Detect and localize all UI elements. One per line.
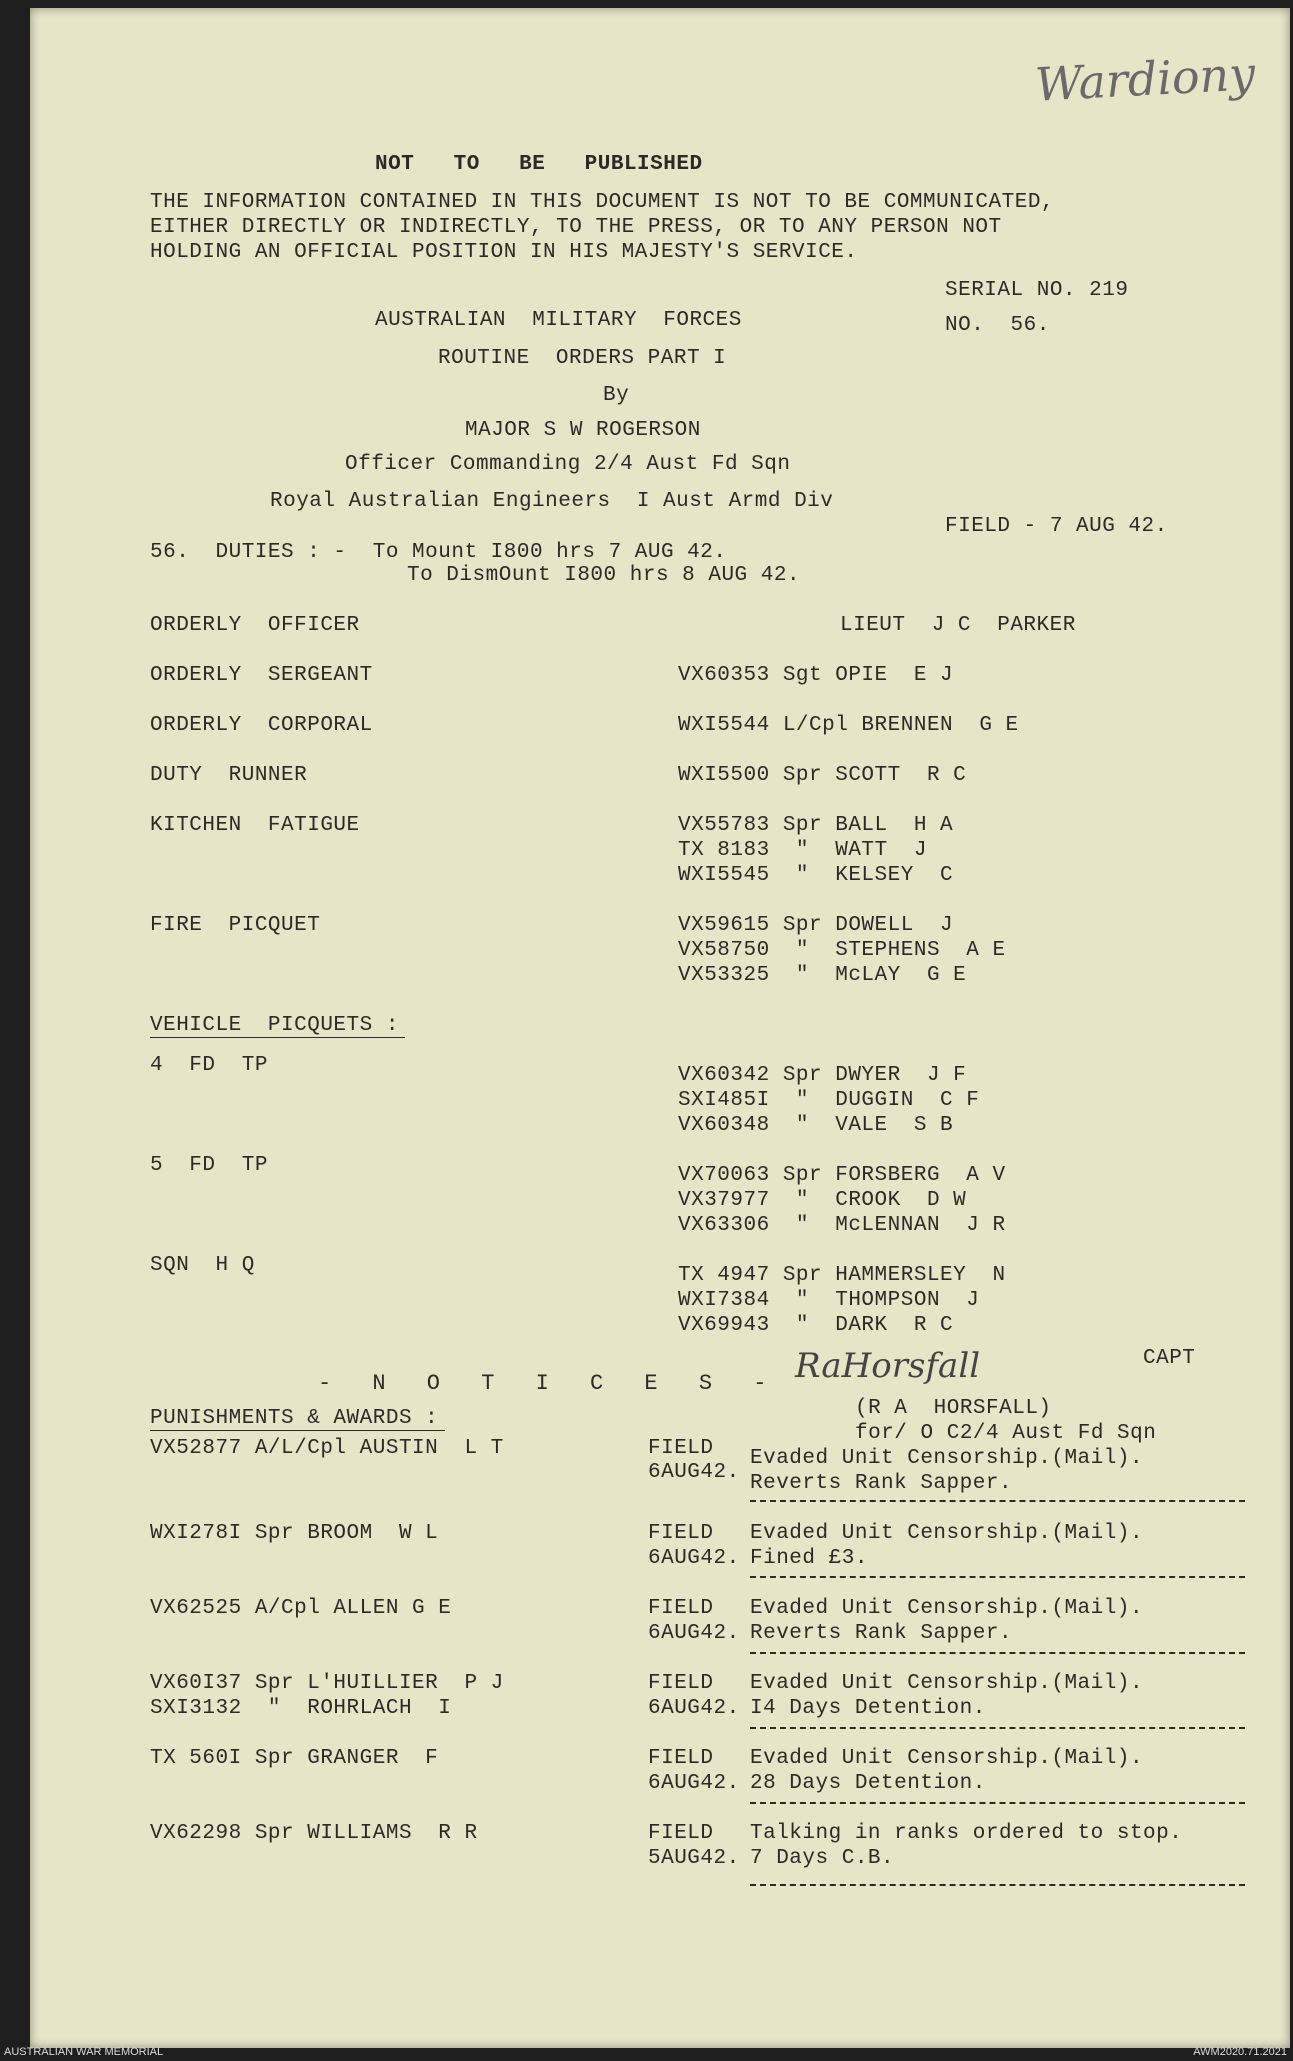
divider	[750, 1802, 1245, 1804]
duty-name: LIEUT J C PARKER	[840, 614, 1076, 637]
title-line-3: By	[603, 384, 630, 407]
underline	[150, 1037, 405, 1038]
divider	[750, 1576, 1245, 1578]
pencil-annotation: Wardiony	[1033, 46, 1257, 112]
duty-name: VX58750 " STEPHENS A E	[678, 939, 1006, 962]
divider	[750, 1500, 1245, 1502]
footer-left: AUSTRALIAN WAR MEMORIAL	[4, 2046, 164, 2058]
award: Fined £3.	[750, 1547, 868, 1570]
role-label: FIRE PICQUET	[150, 914, 321, 937]
not-published-heading: NOT TO BE PUBLISHED	[375, 153, 703, 176]
serial-number: SERIAL NO. 219	[945, 279, 1129, 302]
duty-name: VX60353 Sgt OPIE E J	[678, 664, 954, 687]
place: FIELD	[648, 1597, 714, 1620]
duty-name: VX63306 " McLENNAN J R	[678, 1214, 1006, 1237]
place: FIELD	[648, 1822, 714, 1845]
date: 5AUG42.	[648, 1847, 740, 1870]
field-date: FIELD - 7 AUG 42.	[945, 515, 1168, 538]
title-line-5: Officer Commanding 2/4 Aust Fd Sqn	[345, 453, 791, 476]
divider	[750, 1652, 1245, 1654]
offence: Evaded Unit Censorship.(Mail).	[750, 1522, 1144, 1545]
title-line-1: AUSTRALIAN MILITARY FORCES	[375, 309, 742, 332]
footer-right: AWM2020.71.2021	[1193, 2046, 1287, 2058]
duty-name: TX 8183 " WATT J	[678, 839, 927, 862]
award: Reverts Rank Sapper.	[750, 1622, 1013, 1645]
duty-name: VX53325 " McLAY G E	[678, 964, 967, 987]
duty-name: VX55783 Spr BALL H A	[678, 814, 954, 837]
duty-name: VX70063 Spr FORSBERG A V	[678, 1164, 1006, 1187]
role-label: ORDERLY OFFICER	[150, 614, 360, 637]
divider	[750, 1884, 1245, 1886]
duties-line-1: 56. DUTIES : - To Mount I800 hrs 7 AUG 42.	[150, 541, 727, 564]
title-line-6: Royal Australian Engineers I Aust Armd Div	[270, 490, 834, 513]
date: 6AUG42.	[648, 1622, 740, 1645]
duty-name: VX60342 Spr DWYER J F	[678, 1064, 967, 1087]
role-label: 5 FD TP	[150, 1154, 268, 1177]
role-label: KITCHEN FATIGUE	[150, 814, 360, 837]
title-line-4: MAJOR S W ROGERSON	[465, 419, 701, 442]
role-label: SQN H Q	[150, 1254, 255, 1277]
offence: Evaded Unit Censorship.(Mail).	[750, 1747, 1144, 1770]
offender: WXI278I Spr BROOM W L	[150, 1522, 439, 1545]
offence: Talking in ranks ordered to stop.	[750, 1822, 1183, 1845]
warning-line-2: EITHER DIRECTLY OR INDIRECTLY, TO THE PRESS, OR TO ANY PERSON NOT	[150, 216, 1002, 239]
place: FIELD	[648, 1522, 714, 1545]
date: 6AUG42.	[648, 1772, 740, 1795]
offender: TX 560I Spr GRANGER F	[150, 1747, 439, 1770]
date: 6AUG42.	[648, 1697, 740, 1720]
title-line-2: ROUTINE ORDERS PART I	[438, 347, 727, 370]
punishments-heading: PUNISHMENTS & AWARDS :	[150, 1407, 439, 1430]
signature-rank: CAPT	[1143, 1347, 1196, 1370]
role-label: DUTY RUNNER	[150, 764, 308, 787]
divider	[750, 1727, 1245, 1729]
place: FIELD	[648, 1672, 714, 1695]
offender: VX62298 Spr WILLIAMS R R	[150, 1822, 478, 1845]
warning-line-1: THE INFORMATION CONTAINED IN THIS DOCUMENT IS NOT TO BE COMMUNICATED,	[150, 191, 1055, 214]
signature: RaHorsfall	[795, 1346, 981, 1386]
duties-line-2: To DismOunt I800 hrs 8 AUG 42.	[407, 564, 801, 587]
notices-heading: - N O T I C E S -	[318, 1371, 781, 1396]
date: 6AUG42.	[648, 1461, 740, 1484]
duty-name: WXI5544 L/Cpl BRENNEN G E	[678, 714, 1019, 737]
place: FIELD	[648, 1437, 714, 1460]
duty-name: WXI5545 " KELSEY C	[678, 864, 954, 887]
signature-name: (R A HORSFALL)	[855, 1397, 1052, 1420]
offender: VX62525 A/Cpl ALLEN G E	[150, 1597, 452, 1620]
award: I4 Days Detention.	[750, 1697, 986, 1720]
duty-name: VX60348 " VALE S B	[678, 1114, 954, 1137]
duty-name: TX 4947 Spr HAMMERSLEY N	[678, 1264, 1006, 1287]
duty-name: VX37977 " CROOK D W	[678, 1189, 967, 1212]
role-label: 4 FD TP	[150, 1054, 268, 1077]
duty-name: WXI5500 Spr SCOTT R C	[678, 764, 967, 787]
offence: Evaded Unit Censorship.(Mail).	[750, 1447, 1144, 1470]
award: 7 Days C.B.	[750, 1847, 895, 1870]
place: FIELD	[648, 1747, 714, 1770]
date: 6AUG42.	[648, 1547, 740, 1570]
duty-name: WXI7384 " THOMPSON J	[678, 1289, 980, 1312]
duty-name: VX59615 Spr DOWELL J	[678, 914, 954, 937]
role-label: ORDERLY SERGEANT	[150, 664, 373, 687]
award: 28 Days Detention.	[750, 1772, 986, 1795]
role-label: VEHICLE PICQUETS :	[150, 1014, 399, 1037]
offence: Evaded Unit Censorship.(Mail).	[750, 1672, 1144, 1695]
underline	[150, 1430, 445, 1431]
signature-for: for/ O C2/4 Aust Fd Sqn	[855, 1422, 1157, 1445]
offender: VX52877 A/L/Cpl AUSTIN L T	[150, 1437, 504, 1460]
offence: Evaded Unit Censorship.(Mail).	[750, 1597, 1144, 1620]
award: Reverts Rank Sapper.	[750, 1472, 1013, 1495]
offender: SXI3132 " ROHRLACH I	[150, 1697, 452, 1720]
duty-name: VX69943 " DARK R C	[678, 1314, 954, 1337]
offender: VX60I37 Spr L'HUILLIER P J	[150, 1672, 504, 1695]
warning-line-3: HOLDING AN OFFICIAL POSITION IN HIS MAJESTY'S SERVICE.	[150, 241, 858, 264]
order-number: NO. 56.	[945, 314, 1050, 337]
role-label: ORDERLY CORPORAL	[150, 714, 373, 737]
duty-name: SXI485I " DUGGIN C F	[678, 1089, 980, 1112]
